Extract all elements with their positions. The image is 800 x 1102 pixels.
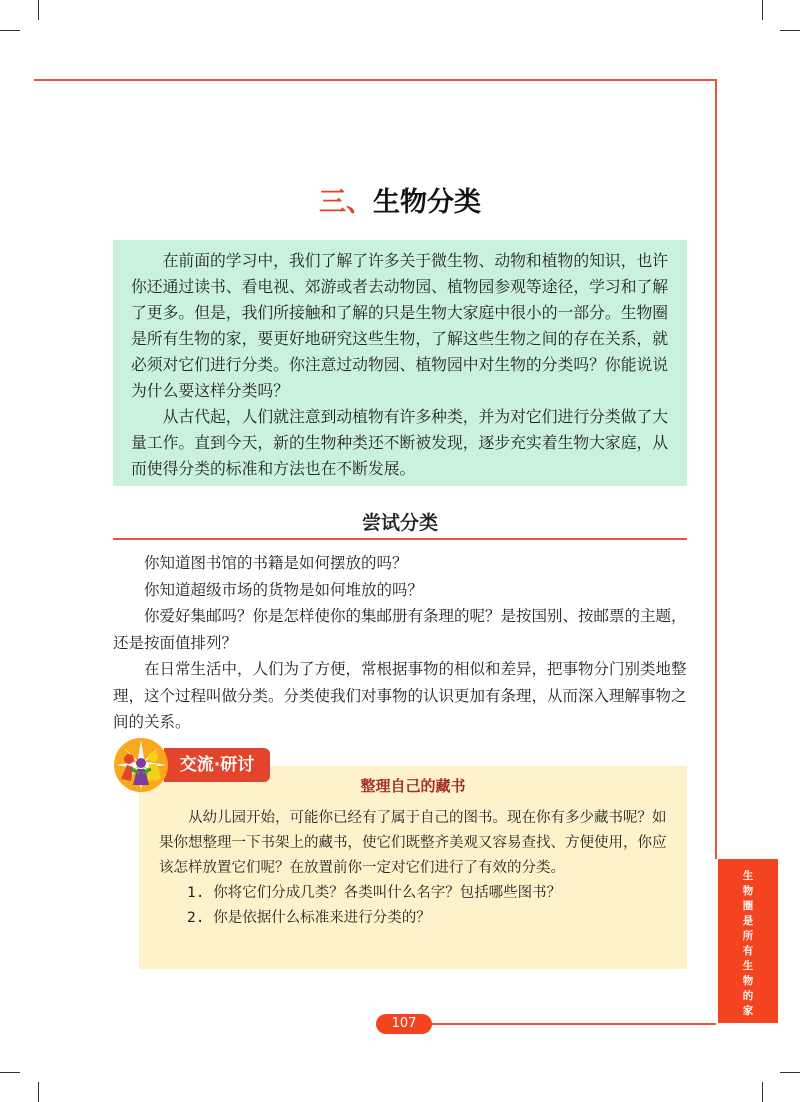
crop-mark: [762, 1082, 763, 1102]
side-tab-char: 生: [742, 870, 754, 882]
crop-mark: [38, 1082, 39, 1102]
side-tab-char: 所: [742, 930, 754, 942]
body-paragraph: 在日常生活中，人们为了方便，常根据事物的相似和差异，把事物分门别类地整理，这个过程叫做分类。分类使我们对事物的认识更加有条理，从而深入理解事物之间的关系。: [113, 660, 687, 731]
page-frame-top: [34, 79, 716, 81]
footer-rule: [430, 1023, 716, 1025]
section-body: [113, 550, 687, 736]
intro-paragraph: 在前面的学习中，我们了解了许多关于微生物、动物和植物的知识，也许你还通过读书、看电视、郊游或者去动物园、植物园参观等途径，学习和了解了更多。但是，我们所接触和了解的只是生物大家庭中很小的一部分。生物圈是所有生物的家，要更好地研究这些生物，了解这些生物之间的存在关系，就必须对它们进行分类。你注意过动物园、植物园中对生物的分类吗？你能说说为什么要这样分类吗？: [131, 251, 669, 400]
crop-mark: [780, 30, 800, 31]
side-tab-char: 圈: [742, 900, 754, 912]
body-paragraph: 你知道超级市场的货物是如何堆放的吗？: [144, 580, 424, 599]
discussion-title: 整理自己的藏书: [360, 777, 466, 795]
title-text: 生物分类: [373, 187, 481, 218]
crop-mark: [780, 1072, 800, 1073]
discussion-question: 1. 你将它们分成几类？各类叫什么名字？包括哪些图书？: [187, 885, 562, 901]
crop-mark: [38, 0, 39, 20]
crop-mark: [0, 1072, 20, 1073]
discussion-paragraph: 从幼儿园开始，可能你已经有了属于自己的图书。现在你有多少藏书呢？如果你想整理一下书架上的藏书，使它们既整齐美观又容易查找、方便使用，你应该怎样放置它们呢？在放置前你一定对它们进行了有效的分类。: [159, 810, 667, 876]
side-tab-char: 的: [742, 990, 754, 1002]
side-tab-char: 物: [742, 885, 754, 897]
chapter-side-tab: [718, 859, 778, 1023]
body-paragraph: 你爱好集邮吗？你是怎样使你的集邮册有条理的呢？是按国别、按邮票的主题，还是按面值排列？: [113, 607, 687, 652]
discussion-question: 2. 你是依据什么标准来进行分类的？: [187, 910, 431, 926]
intro-paragraph: 从古代起，人们就注意到动植物有许多种类，并为对它们进行分类做了大量工作。直到今天，新的生物种类还不断被发现，逐步充实着生物大家庭，从而使得分类的标准和方法也在不断发展。: [131, 407, 669, 478]
crop-mark: [762, 0, 763, 20]
title-number: 三、: [319, 187, 373, 218]
side-tab-char: 家: [742, 1005, 754, 1017]
page-number: 107: [376, 1014, 432, 1034]
intro-box: [113, 240, 687, 486]
side-tab-char: 物: [742, 975, 754, 987]
crop-mark: [0, 30, 20, 31]
body-paragraph: 你知道图书馆的书籍是如何摆放的吗？: [144, 554, 408, 572]
section-rule: [113, 538, 687, 540]
section-title: 尝试分类: [361, 512, 438, 534]
page-title: [0, 180, 800, 219]
side-tab-char: 有: [742, 945, 754, 957]
side-tab-char: 是: [742, 915, 754, 927]
side-tab-char: 生: [742, 960, 754, 972]
discussion-badge-label: 交流·研讨: [164, 748, 270, 782]
discussion-text: [159, 806, 679, 931]
